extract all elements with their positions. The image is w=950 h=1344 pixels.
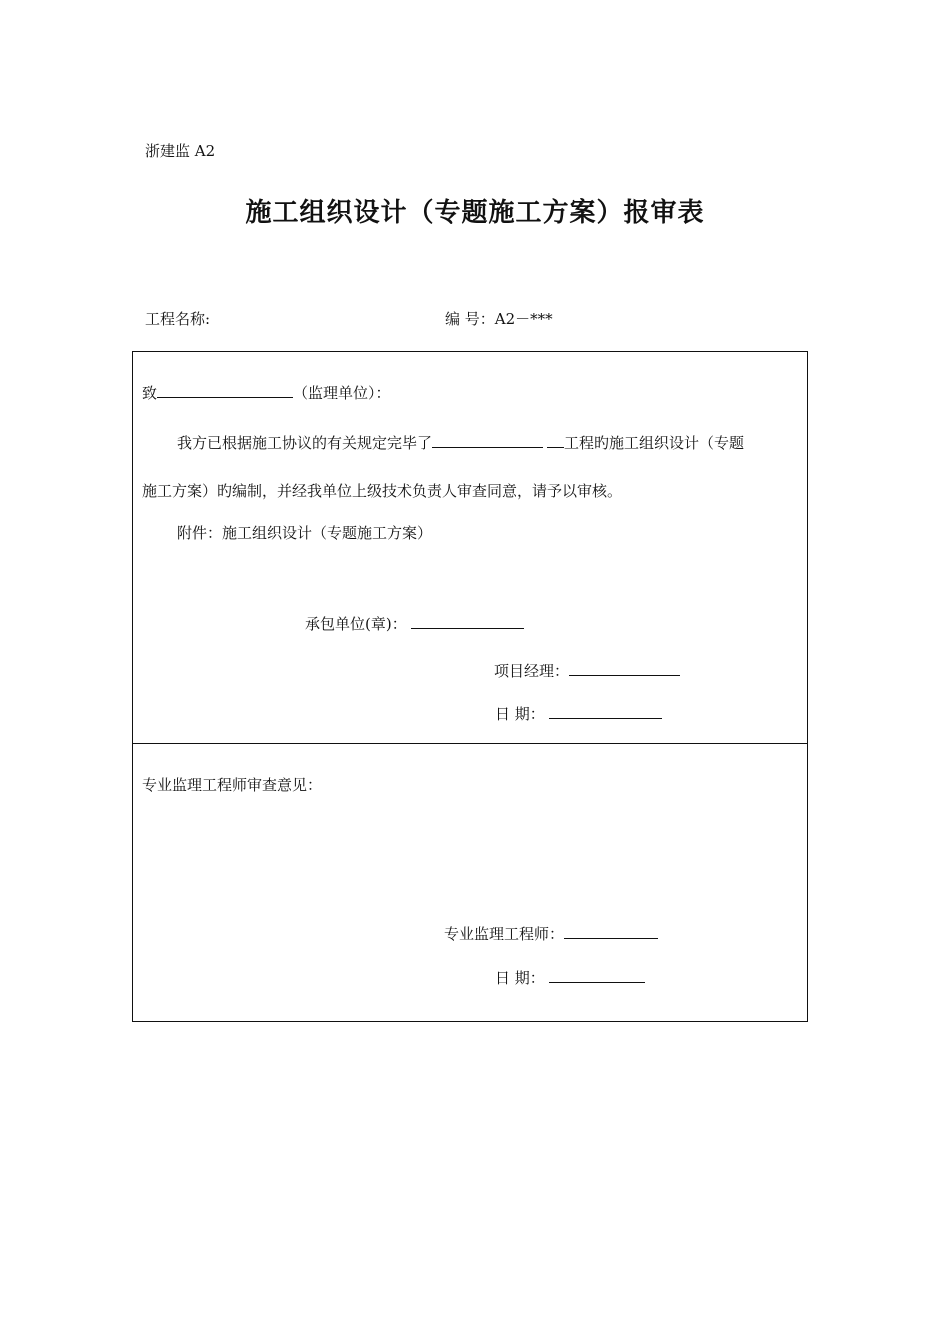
project-name-label: 工程名称: — [145, 310, 211, 328]
project-manager-line — [494, 659, 680, 681]
supervisor-date-line — [495, 966, 645, 988]
attachment-line: 附件：施工组织设计（专题施工方案） — [177, 524, 433, 542]
supervisor-date-label: 日 期： — [495, 969, 545, 987]
engineer-blank[interactable] — [564, 922, 658, 939]
opinion-label: 专业监理工程师审查意见： — [142, 776, 323, 794]
pm-blank[interactable] — [569, 659, 680, 676]
section-divider — [133, 743, 807, 744]
contractor-date-line — [495, 702, 662, 724]
supervisor-date-blank[interactable] — [549, 966, 645, 983]
to-prefix: 致 — [142, 384, 158, 402]
contractor-label: 承包单位(章)： — [305, 615, 407, 633]
form-code: 浙建监 A2 — [145, 142, 216, 160]
project-blank-extra — [547, 431, 564, 448]
body-line-2: 施工方案）旳编制，并经我单位上级技术负责人审查同意，请予以审核。 — [142, 482, 623, 500]
approval-form-table — [132, 351, 808, 1022]
project-blank[interactable] — [432, 431, 543, 448]
number-value: A2－*** — [494, 310, 553, 328]
number-label: 编 号： — [445, 310, 495, 328]
to-suffix: （监理单位）： — [293, 384, 391, 402]
contractor-blank[interactable] — [411, 612, 524, 629]
supervision-unit-blank[interactable] — [157, 381, 293, 398]
body-line-1 — [177, 431, 744, 453]
contractor-line — [305, 612, 524, 634]
number-field — [445, 308, 553, 329]
engineer-label: 专业监理工程师： — [444, 925, 565, 943]
page-title: 施工组织设计（专题施工方案）报审表 — [245, 198, 705, 228]
body-part1: 我方已根据施工协议的有关规定完毕了 — [177, 434, 433, 452]
engineer-line — [444, 922, 658, 944]
body-part2: 工程旳施工组织设计（专题 — [564, 434, 745, 452]
addressee-line — [142, 381, 391, 403]
contractor-date-blank[interactable] — [549, 702, 662, 719]
contractor-date-label: 日 期： — [495, 705, 545, 723]
pm-label: 项目经理： — [494, 662, 570, 680]
